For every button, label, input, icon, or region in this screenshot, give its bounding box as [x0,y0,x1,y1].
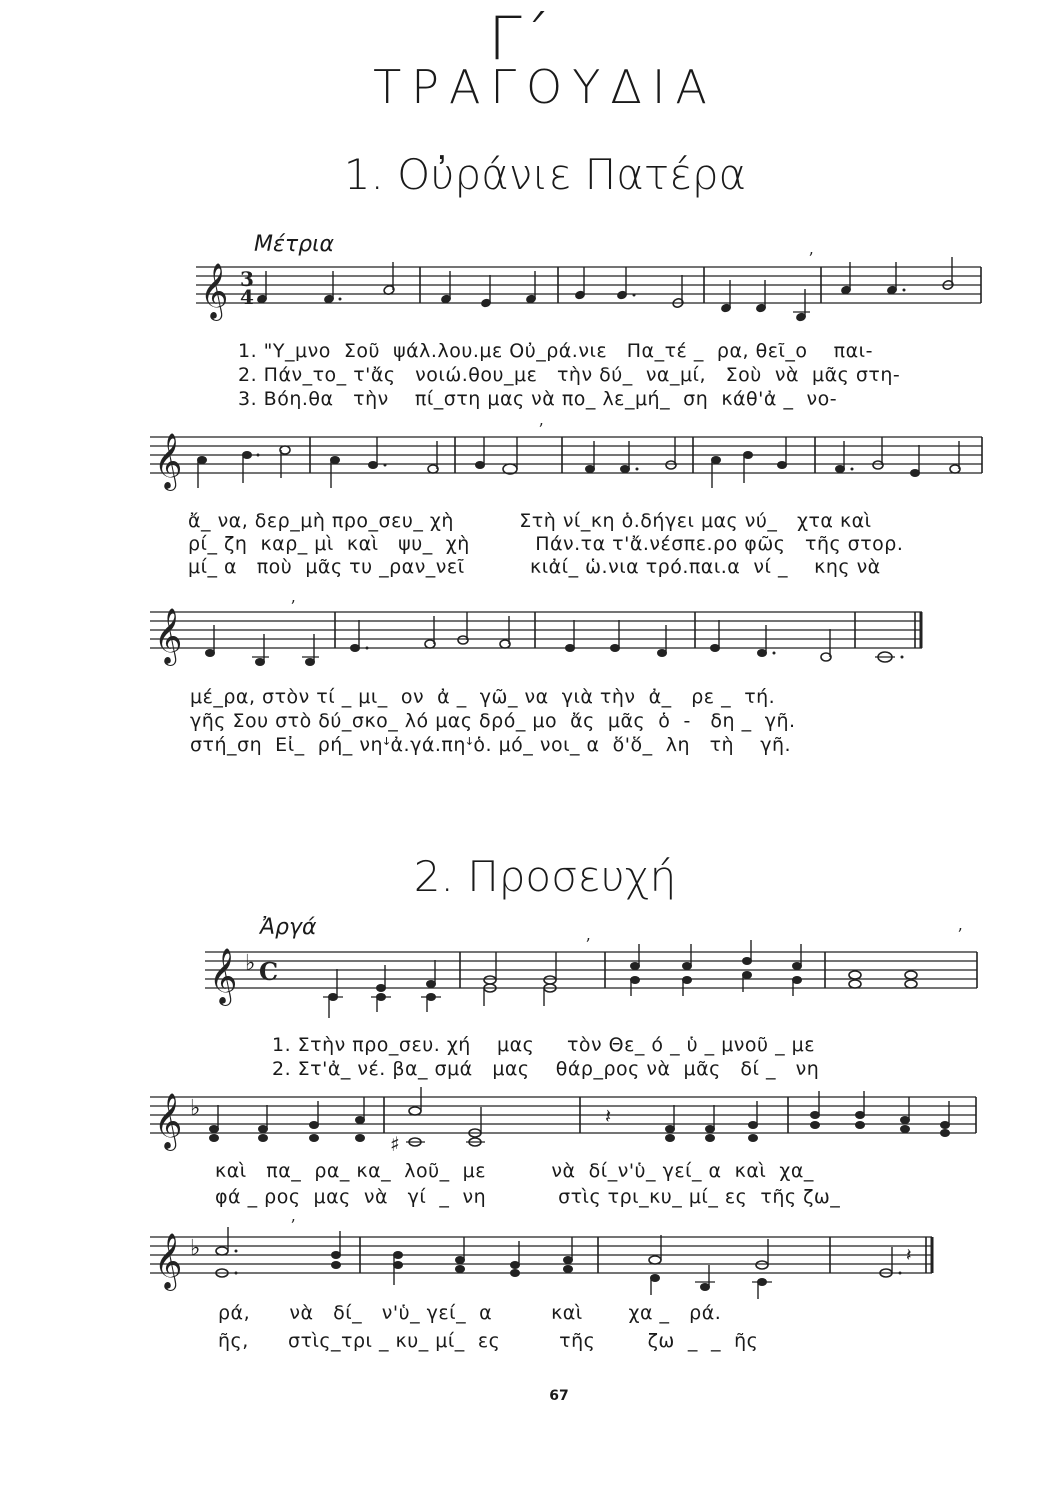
svg-text:ʼ: ʼ [290,1216,296,1235]
treble-clef-icon: 𝄞 [154,608,183,664]
song-2-lyric-1-1: 1. Στὴν προ_σευ. χή μας τὸν Θε_ ό _ ὑ _ μνοῦ _ με [272,1034,815,1056]
rest-icon: 𝄽 [605,1104,612,1128]
song-1-lyric-3-3: στή_ση Εἰ_ ρή_ νηꜜἀ.γά.πηꜜὁ. μό_ νοι_ α ὅ'ὅ_ λη τὴ γῆ. [190,734,792,756]
song-2-staff-3-notes [216,1216,932,1299]
song-1-lyric-1-3: 3. Βόη.θα τὴν πί_στη μας νὰ πο_ λε_μή_ ση κάθ'ἀ _ νο- [238,388,838,410]
flat-icon: ♭ [245,951,256,976]
treble-clef-icon: 𝄞 [209,948,238,1004]
time-signature-3-4: 3 [240,267,254,291]
treble-clef-icon: 𝄞 [154,1093,183,1149]
song-2-staff-2 [150,1085,980,1165]
song-2-lyric-1-2: 2. Στ'ἀ_ νέ. βα_ σμά μας θάρ_ρος νὰ μᾶς δί _ νη [272,1058,820,1080]
svg-text:♯: ♯ [390,1132,400,1156]
song-2-lyric-2-2: φά _ ρος μας νὰ γί _ νη στὶς τρι_κυ_ μί_ ες τῆς ζω_ [215,1186,841,1208]
song-2-title: 2. Προσευχή [413,852,677,901]
song-2-lyric-3-2: ῆς, στὶς_τρι _ κυ_ μί_ ες τῆς ζω _ _ ῆς [218,1330,759,1352]
song-2-staff-1-notes [323,925,977,1018]
svg-text:4: 4 [240,285,254,309]
treble-clef-icon: 𝄞 [154,1233,183,1289]
song-1-staff-2-notes [197,420,982,488]
song-1-lyric-2-3: μί_ α ποὺ μᾶς τυ _ραν_νεῖ κιἀί_ ὡ.νια τρό.παι.α νί _ κης νὰ [188,556,881,578]
treble-clef-icon: 𝄞 [154,433,183,489]
song-1-lyric-2-2: ρί_ ζη καρ_ μὶ καὶ ψυ_ χὴ Πάν.τα τ'ἄ.νέσπε.ρο φῶς τῆς στορ. [188,533,904,555]
song-2-staff-3 [150,1216,940,1305]
song-1-staff-1 [196,249,986,335]
song-1-title: 1. Οὐράνιε Πατέρα [343,150,747,199]
song-1-tempo: Μέτρια [254,232,335,257]
song-1-staff-1-notes [256,249,981,322]
section-title: ΤΡΑΓΟΥΔΙΑ [373,60,717,114]
treble-clef-icon: 𝄞 [200,263,229,319]
song-1-staff-3-notes [205,597,921,666]
flat-icon: ♭ [190,1236,201,1261]
svg-text:ʼ: ʼ [957,925,963,944]
song-1-lyric-3-2: γῆς Σου στὸ δύ_σκο_ λό μας δρό_ μο ἄς μᾶς ὁ - δη _ γῆ. [190,710,796,732]
svg-text:ʼ: ʼ [538,420,544,439]
song-1-staff-2 [150,420,990,505]
rest-icon: 𝄽 [906,1245,912,1266]
page-number: 67 [549,1388,569,1404]
svg-text:ʼ: ʼ [585,935,591,954]
svg-text:ʼ: ʼ [290,597,296,616]
section-letter: Γ΄ [488,4,551,74]
svg-text:ʼ: ʼ [808,249,814,268]
song-2-lyric-2-1: καὶ πα_ ρα_ κα_ λοῦ_ με νὰ δί_ν'ὑ_ γεί_ α καὶ χα_ [215,1160,814,1182]
song-1-lyric-2-1: ἄ_ να, δερ_μὴ προ_σευ_ χὴ Στὴ νί_κη ὁ.δήγει μας νύ_ χτα καὶ [188,510,872,532]
song-1-staff-3 [150,597,930,680]
common-time-icon: C [259,957,279,986]
song-1-lyric-3-1: μέ_ρα, στὸν τί _ μι_ ον ἀ _ γῶ_ να γιὰ τὴν ἀ_ ρε _ τή. [190,686,776,708]
song-1-lyric-1-2: 2. Πάν_το_ τ'ἄς νοιώ.θου_με τὴν δύ_ να_μί, Σοὺ νὰ μᾶς στη- [238,364,901,386]
flat-icon: ♭ [190,1096,201,1121]
song-1-lyric-1-1: 1. "Υ_μνο Σοῦ ψάλ.λου.με Οὐ_ρά.νιε Πα_τέ _ ρα, θεῖ_ο παι- [238,340,873,362]
song-2-tempo: Ἀργά [260,915,317,940]
song-2-lyric-3-1: ρά, νὰ δί_ ν'ὑ_ γεί_ α καὶ χα _ ρά. [218,1302,722,1324]
